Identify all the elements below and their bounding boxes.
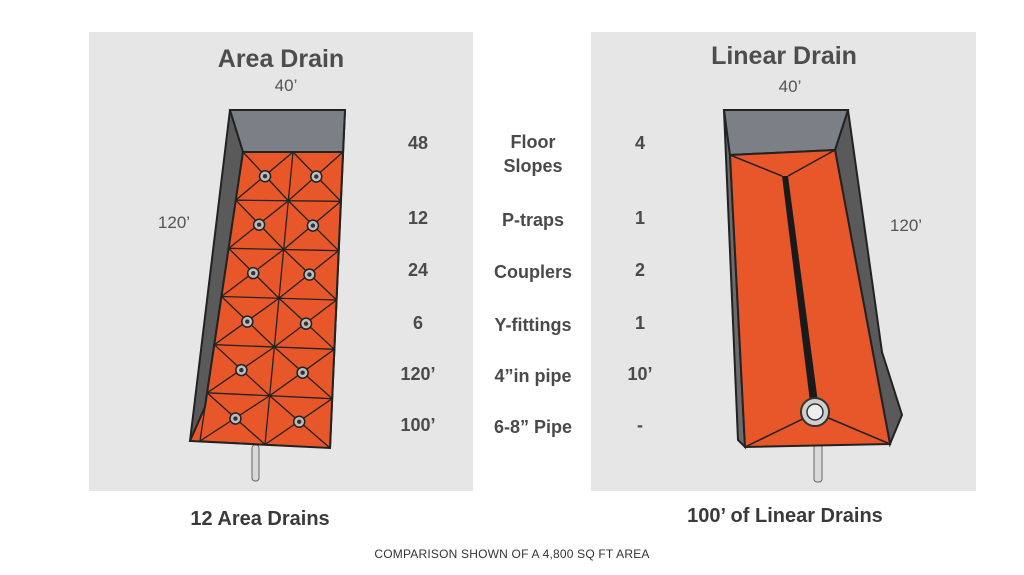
- area-drain-value: 6: [412, 313, 423, 333]
- row-label-line: P-traps: [501, 210, 564, 230]
- row-label: [448, 313, 618, 337]
- area-drain-caption: 12 Area Drains: [190, 508, 330, 530]
- area-drain-value: 120’: [400, 364, 436, 384]
- row-label: [448, 260, 618, 284]
- row-label-line: Y-fittings: [494, 315, 572, 335]
- area-drain-title: Area Drain: [217, 45, 345, 73]
- footnote: COMPARISON SHOWN OF A 4,800 SQ FT AREA: [374, 547, 650, 561]
- row-label: [448, 364, 618, 388]
- linear-drain-value: 1: [634, 208, 645, 228]
- row-label: [448, 130, 618, 178]
- row-label-line: Slopes: [503, 156, 563, 176]
- area-drain-value: 48: [407, 133, 429, 153]
- linear-drain-value: 1: [634, 313, 645, 333]
- linear-drain-catch-basin-grate: [807, 404, 823, 420]
- row-label: [448, 415, 618, 439]
- linear-drain-value: 2: [634, 260, 645, 280]
- linear-drain-value: 10’: [627, 364, 653, 384]
- linear-drain-length-label: 120’: [889, 216, 923, 235]
- area-drain-value: 100’: [400, 415, 436, 435]
- row-label-line: Floor: [510, 132, 556, 152]
- linear-drain-width-label: 40’: [778, 77, 802, 96]
- row-label-line: 6-8” Pipe: [493, 417, 573, 437]
- area-drain-length-label: 120’: [157, 213, 191, 232]
- linear-drain-caption: 100’ of Linear Drains: [687, 505, 883, 527]
- area-drain-width-label: 40’: [274, 76, 298, 95]
- linear-drain-title: Linear Drain: [711, 42, 857, 70]
- linear-drain-value: 4: [634, 133, 645, 153]
- row-label: [448, 208, 618, 232]
- area-drain-value: 24: [407, 260, 429, 280]
- linear-drain-back-wall: [724, 110, 848, 155]
- linear-drain-value: -: [637, 415, 643, 435]
- row-label-line: Couplers: [493, 262, 572, 282]
- area-drain-value: 12: [407, 208, 429, 228]
- row-label-line: 4”in pipe: [494, 366, 572, 386]
